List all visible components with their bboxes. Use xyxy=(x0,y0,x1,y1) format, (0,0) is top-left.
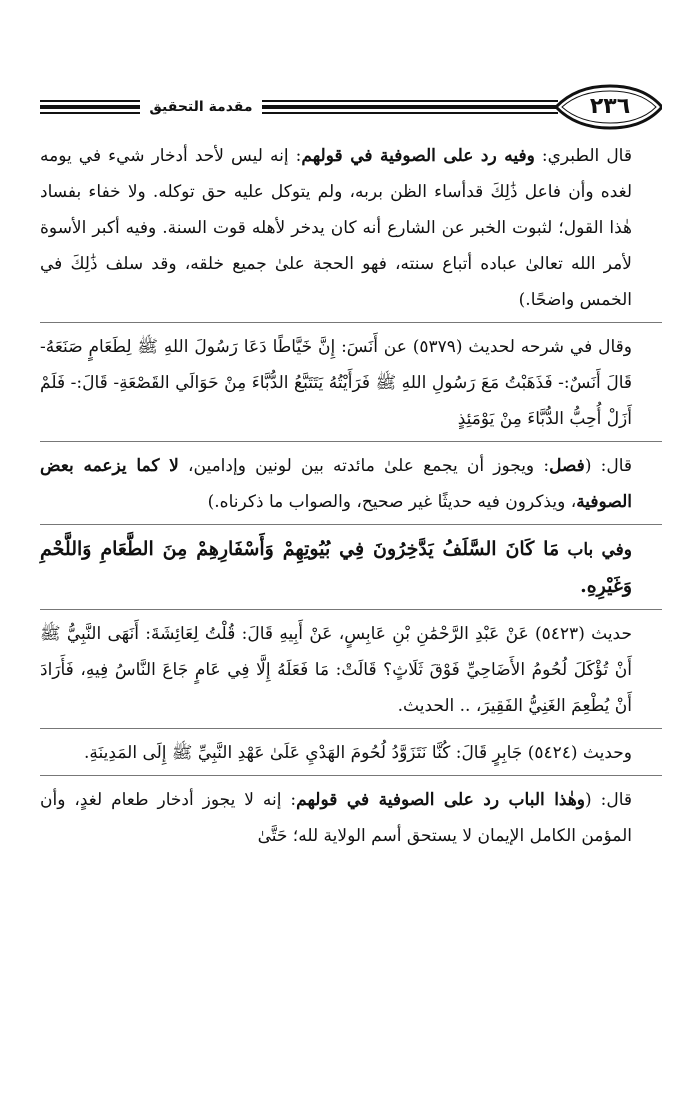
paragraph xyxy=(40,448,662,520)
chapter-title: مَا كَانَ السَّلَفُ يَدَّخِرُونَ فِي بُيُوتِهِمْ وَأَسْفَارِهِمْ مِنَ الطَّعَامِ وَاللَّحْمِ وَغَيْرِهِ. xyxy=(40,538,632,597)
hadith-text: كُنَّا نَتَزَوَّدُ لُحُومَ الهَدْيِ عَلَىٰ عَهْدِ النَّبِيِّ ﷺ إِلَى المَدِينَةِ. xyxy=(84,743,451,763)
emphasis-text: وفيه رد على الصوفية في قولهم xyxy=(301,146,535,166)
paragraph-divider xyxy=(40,728,662,729)
emphasis-text: وهٰذا الباب رد على الصوفية في قولهم xyxy=(296,790,586,810)
hadith-text: قُلْتُ لِعَائِشَةَ: أَنَهَى النَّبِيُّ ﷺ أَنْ تُؤْكَلَ لُحُومُ الأَضَاحِيِّ فَوْقَ ثَلَاثٍ؟ قَالَتْ: مَا فَعَلَهُ إِلَّا فِي عَامٍ جَاعَ النَّاسُ فِيهِ، فَأَرَادَ أَنْ يُطْعِمَ الغَنِيُّ الفَقِيرَ xyxy=(40,624,632,716)
text-run: قال الطبري: xyxy=(534,146,632,166)
header-ornament xyxy=(36,84,662,134)
text-run: وحديث (٥٤٢٤) جَابِرٍ قَالَ: xyxy=(450,743,632,763)
hadith-text: إِنَّ خَيَّاطًا دَعَا رَسُولَ اللهِ ﷺ لِطَعَامٍ صَنَعَهُ- قَالَ أَنَسٌ:- فَذَهَبْتُ مَعَ رَسُولِ اللهِ ﷺ فَرَأَيْتُهُ يَتَتَبَّعُ الدُّبَّاءَ مِنْ حَوَالَي القَصْعَةِ- قَالَ:- فَلَمْ أَزَلْ أُحِبُّ الدُّبَّاءَ مِنْ يَوْمَئِذٍ xyxy=(40,337,632,429)
paragraph-divider xyxy=(40,322,662,323)
paragraph xyxy=(40,616,662,724)
emphasis-text: فصل xyxy=(549,456,585,476)
page-header xyxy=(36,84,662,134)
paragraph xyxy=(40,735,662,771)
text-run: وقال في شرحه لحديث (٥٣٧٩) عن أَنَسَ: xyxy=(335,337,632,357)
paragraph-divider xyxy=(40,609,662,610)
paragraph xyxy=(40,138,662,318)
emphasis-text: لا كما يزعمه بعض الصوفية xyxy=(40,456,632,512)
text-run: ، ويذكرون فيه حديثًا غير صحيح، والصواب ما ذكرناه.) xyxy=(207,492,577,512)
text-run: : ويجوز أن يجمع علىٰ مائدته بين لونين وإدامين، xyxy=(178,456,550,476)
paragraph-divider xyxy=(40,524,662,525)
text-run: حديث (٥٤٢٣) عَنْ عَبْدِ الرَّحْمَٰنِ بْنِ عَابِسٍ، عَنْ أَبِيهِ قَالَ: xyxy=(235,624,632,644)
paragraph-divider xyxy=(40,441,662,442)
page-number: ٢٣٦ xyxy=(589,94,631,119)
text-run: وفي باب xyxy=(559,540,632,560)
paragraph-divider xyxy=(40,775,662,776)
text-run: قال: ( xyxy=(584,456,633,476)
paragraph xyxy=(40,329,662,437)
running-header-title: مقدمة التحقيق xyxy=(146,94,256,120)
text-run: قال: ( xyxy=(585,790,632,810)
text-run: : إنه ليس لأحد أدخار شيء في يومه لغده وأن فاعل ذَٰلِكَ قدأساء الظن بربه، ولم يتوكل عليه حق توكله. ولا خفاء بفساد هٰذا القول؛ لثبوت الخبر عن الشارع أنه كان يدخر لأهله قوت السنة. وفيه أكبر الأسوة لأمر الله تعالىٰ عباده أتباع سنته، فهو الحجة علىٰ جميع خلقه، وقد سلف ذَٰلِكَ في الخمس واضحًا.) xyxy=(40,146,632,310)
text-run: ، .. الحديث. xyxy=(397,696,482,716)
paragraph xyxy=(40,531,662,605)
paragraph xyxy=(40,782,662,854)
text-run: : إنه لا يجوز أدخار طعام لغدٍ، وأن المؤمن الكامل الإيمان لا يستحق أسم الولاية لله؛ حَتَّىٰ xyxy=(40,790,632,846)
page-body xyxy=(40,138,662,854)
